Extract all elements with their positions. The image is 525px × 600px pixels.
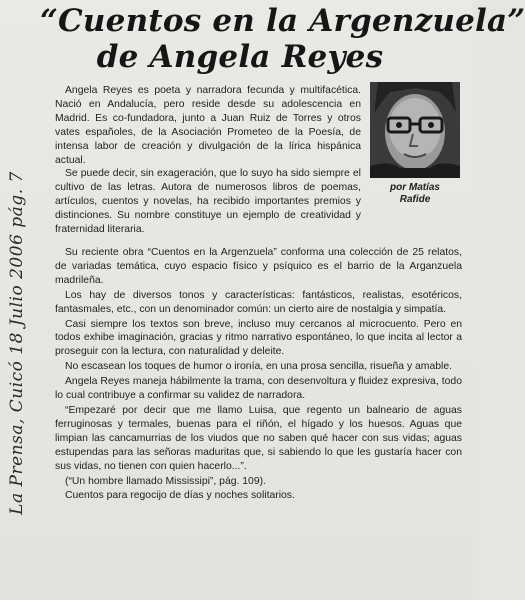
paragraph: Angela Reyes es poeta y narradora fecunda y multifacética. Nació en Andalucía, pero reside desde su adolescencia en Madrid. Es co-fundadora, junto a Juan Ruiz de Torres y otros vates españoles, de la Asociación Prometeo de la Poesía, de intensa labor de creación y divulgación de la lírica hispánica actual. [55, 85, 361, 166]
article-title: “Cuentos en la Argenzuela” [40, 3, 525, 39]
portrait-image [370, 82, 460, 178]
paragraph: Angela Reyes maneja hábilmente la trama, con desenvoltura y fluidez expresiva, todo lo cual contribuye a confirmar su validez de narradora. [55, 376, 462, 402]
byline-line-1: por Matías [389, 182, 440, 193]
paragraph: Su reciente obra “Cuentos en la Argenzuela” conforma una colección de 25 relatos, de variadas temática, cuyo espacio físico y psíquico es el barrio de la Arganzuela madrileña. [55, 247, 462, 286]
handwritten-source-note [2, 88, 32, 598]
author-byline [370, 182, 460, 206]
quote-paragraph: “Empezaré por decir que me llamo Luisa, que regento un balneario de aguas ferruginosas y termales, buenas para el riñón, el hígado y los huesos. Aguas que limpian las cancamurrias de los viudos que no saben qué hacer con sus vidas; aguas estupendas para las señoras maduritas que, si sabiendo lo que les gustaría hacer con sus vidas, no tienen con quien hacerlo...”. [55, 404, 462, 472]
paragraph: No escasean los toques de humor o ironía, en una prosa sencilla, risueña y amable. [65, 361, 452, 373]
article-body-wide [55, 246, 462, 504]
quote-citation: (“Un hombre llamado Mississipi”, pág. 109). [65, 475, 266, 487]
byline-line-2: Rafide [399, 194, 431, 205]
paragraph: Se puede decir, sin exageración, que lo suyo ha sido siempre el cultivo de las letras. Autora de numerosos libros de poemas, artículos, cuentos y novelas, ha recibido importantes premios y distinciones. Su nombre constituye un ejemplo de creatividad y fraternidad literaria. [55, 168, 361, 236]
paragraph: Casi siempre los textos son breve, incluso muy cercanos al microcuento. Pero en todos exhibe imaginación, gracias y ritmo narrativo espontáneo, lo que incita al lector a proseguir con la lectura, con naturalidad y deleite. [55, 318, 462, 358]
article-body-narrow [55, 84, 361, 237]
closing-line: Cuentos para regocijo de días y noches solitarios. [65, 490, 295, 502]
paragraph: Los hay de diversos tonos y características: fantásticos, realistas, esotéricos, fantasmales, etc., con un denominador común: un cierto aire de nostalgia y simpatía. [55, 289, 462, 315]
source-note-text: La Prensa, Cuicó 18 Julio 2006 pág. 7 [7, 171, 27, 515]
author-photo [370, 82, 460, 178]
article-title-author: de Angela Reyes [96, 39, 384, 75]
